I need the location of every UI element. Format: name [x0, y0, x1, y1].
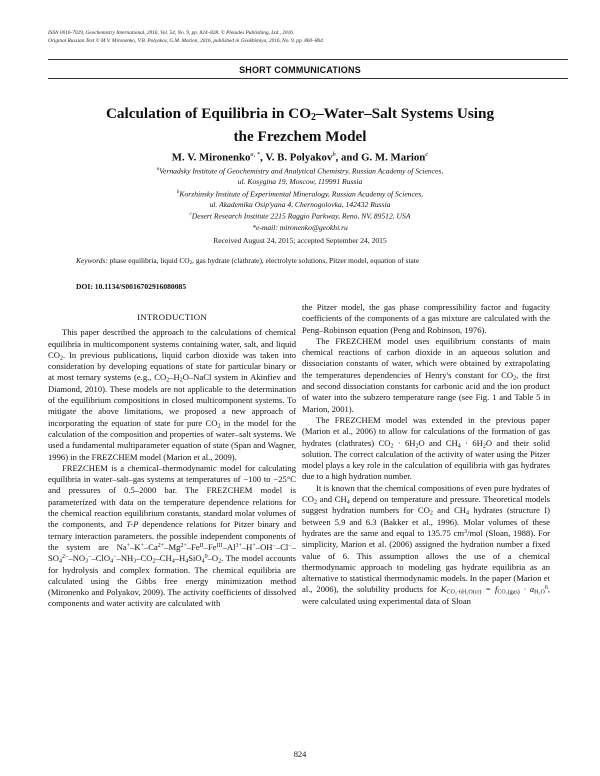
paper-title — [60, 104, 540, 146]
header-rule-bottom — [48, 78, 568, 79]
authors: M. V. Mironenko$^{a, *}$, V. B. Polyakov$^b$, and G. M. Marion$^c$ — [171, 151, 429, 164]
affil-c-line1: Desert Research Institute 2215 Raggio Parkway, Reno, NV, 89512, USA — [191, 211, 411, 221]
title-line2: the Frezchem Model — [233, 128, 367, 145]
journal-header-line1: ISSN 0016-7029, Geochemistry International, 2016, Vol. 54, No. 9, pp. 824–828. © Pleiades Publishing, Ltd., 2016. — [48, 30, 295, 36]
author-2: V. B. Polyakov — [265, 151, 333, 164]
right-paragraph-1: the Pitzer model, the gas phase compressibility factor and fugacity coefficients of the components of a gas mixture are calculated with the Peng–Robinson equation (Peng and Robinson, 1976). — [302, 302, 550, 335]
doi[interactable]: DOI: 10.1134/S0016702916080085 — [76, 282, 187, 291]
affil-a-line2: ul. Kosygina 19, Moscow, 119991 Russia — [237, 177, 363, 187]
title-part1: Calculation of Equilibria in CO — [105, 105, 312, 122]
author-1-sup: a, * — [250, 151, 261, 158]
received-dates: Received August 24, 2015; accepted September 24, 2015 — [213, 236, 387, 245]
author-1: M. V. Mironenko — [171, 151, 251, 164]
affil-a-sup: a — [156, 167, 160, 172]
journal-header — [48, 30, 568, 45]
page-number: 824 — [293, 750, 307, 759]
affil-b-line1: Korzhinsky Institute of Experimental Mineralogy, Russian Academy of Sciences, — [179, 189, 424, 199]
intro-heading: INTRODUCTION — [136, 312, 208, 322]
affil-c-sup: c — [189, 212, 192, 218]
left-paragraph-2: FREZCHEM is a chemical–thermodynamic model for calculating equilibria in water–salt–gas systems at temperatures of −100 to −25°C and pressures of 0.5–2000 bar. The FREZCHEM model is parameterized with data on the temperature dependence relations for the chemical reaction equilibrium constants, standard molar volumes of the components, and T-P dependence relations for Pitzer binary and ternary interaction parameters. the possible independent components of the system are $Na^+-K^+-Ca^{2+}-Mg^{2+}-Fe^{II}-Fe^{III}-Al^{3+}-H^+-OH^--Cl^--SO_4^{2-}-NO_3^--ClO_4^--NH_3-CO_2-CH_4-H_4SiO_4^0-O_2$. The model accounts for hydrolysis and complex formation. The chemical equilibria are calculated using the Gibbs free energy minimization method (Mironenko and Polyakov, 2009). The activity coefficients of dissolved components and water activity are calculated with — [48, 462, 296, 609]
left-column — [48, 312, 296, 610]
left-paragraph-1: This paper described the approach to the calculations of chemical equilibria in multicomponent systems containing water, salt, and liquid $CO_2$. In previous publications, liquid carbon dioxide was taken into consideration by developing equations of state for particular binary or at most ternary systems (e.g., $CO_2-H_2O$–NaCl system in Akinfiev and Diamond, 2010). These models are not applicable to the determination of the equilibrium compositions in closed multicomponent systems. To mitigate the above limitations, we proposed a new approach of incorporating the equation of state for pure $CO_2$ in the model for the calculation of the composition and properties of water–salt systems. We used a fundamental multiparameter equation of state (Span and Wagner, 1996) in the FREZCHEM model (Marion et al., 2009). — [48, 327, 296, 462]
journal-header-line2: Original Russian Text © M.V. Mironenko, V.B. Polyakov, G.M. Marion, 2016, published in Geokhimiya, 2016, No. 9, pp. 860–864. — [48, 37, 325, 44]
right-column — [302, 302, 550, 607]
affil-b-sup: b — [176, 189, 180, 195]
affiliations — [60, 165, 540, 233]
right-paragraph-2: The FREZCHEM model uses equilibrium constants of main chemical reactions of carbon dioxide in an aqueous solution and dissociation constants of water, which were obtained by extrapolating the temperatures dependencies of Henry's constant for $CO_2$, the first and second dissociation constants for carbonic acid and the ion product of water into the subzero temperature range (see Fig. 1 and Table 5 in Marion, 2001). — [302, 335, 550, 414]
keywords-label: Keywords: — [76, 256, 108, 265]
right-paragraph-3: The FREZCHEM model was extended in the previous paper (Marion et al., 2006) to allow for calculations of the formation of gas hydrates (clathrates) $CO_2 \cdot 6H_2O$ and $CH_4 \cdot 6H_2O$ and their solid solution. The correct calculation of the activity of water using the Pitzer model plays a key role in the calculation of equilibria with gas hydrates due to a high hydration number. — [302, 414, 550, 482]
author-email[interactable]: *e-mail: mironenko@geokhi.ru — [252, 222, 348, 232]
title-sub: 2 — [311, 112, 317, 123]
header-rule-top — [48, 59, 568, 60]
keywords-text1: phase equilibria, liquid CO — [107, 256, 190, 265]
affil-b-line2: ul. Akademika Osip'yana 4, Chernogolovka, 142432 Russia — [209, 199, 391, 209]
author-3: and G. M. Marion — [341, 151, 426, 164]
author-3-sup: c — [425, 151, 429, 158]
right-paragraph-4: It is known that the chemical compositions of even pure hydrates of $CO_2$ and $CH_4$ depend on temperature and pressure. Theoretical models suggest hydration numbers for $CO_2$ and $CH_4$ hydrates (structure I) between 5.9 and 6.3 (Bakker et al., 1996). Molar volumes of these hydrates are the same and equal to 135.75 $cm^3$/mol (Sloan, 1988). For simplicity, Marion et al. (2006) assigned the hydration number a fixed value of 6. This assumption allows the use of a chemical thermodynamic approach to modeling gas hydrate equilibria as an alternative to statistical thermodynamic models. In the paper (Marion et al., 2006), the solubility products for $K_{CO_2\cdot 6H_2O(cr)} = f_{CO_2(gas)} \cdot a_{H_2O}^6$, were calculated using experimental data of Sloan — [302, 482, 550, 606]
author-2-sup: b — [332, 151, 336, 158]
keywords: Keywords: phase equilibria, liquid $CO_2$, gas hydrate (clathrate), electrolyte solutions, Pitzer model, equation of state — [76, 256, 420, 266]
section-label: SHORT COMMUNICATIONS — [239, 65, 361, 75]
keywords-text2: , gas hydrate (clathrate), electrolyte solutions, Pitzer model, equation of state — [192, 256, 420, 265]
affil-a-line1: Vernadsky Institute of Geochemistry and Analytical Chemistry, Russian Academy of Sciences, — [159, 166, 444, 176]
title-part2: –Water–Salt Systems Using — [316, 105, 495, 122]
